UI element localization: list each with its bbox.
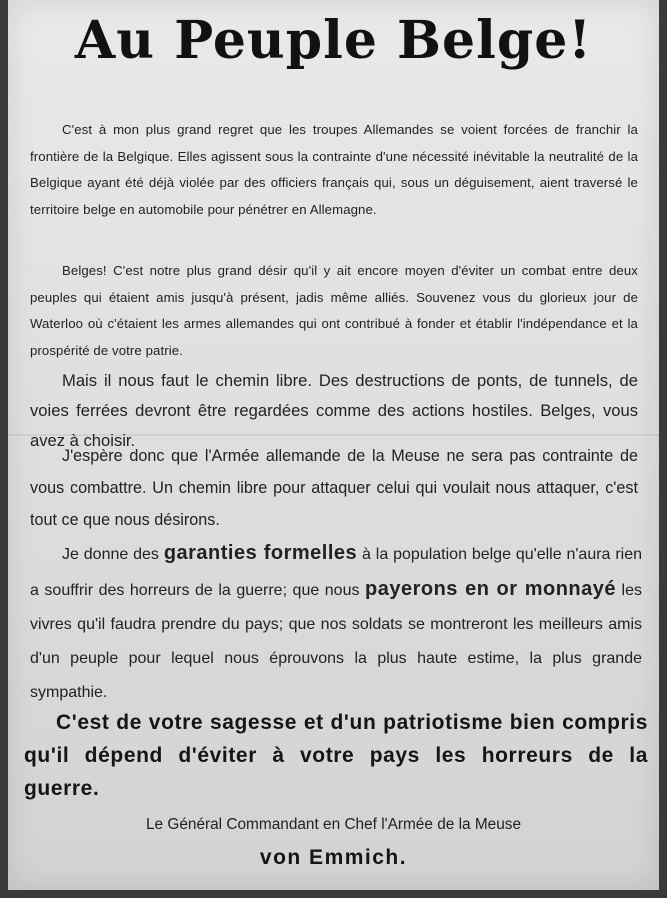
paragraph-4-text: J'espère donc que l'Armée allemande de la Meuse ne sera pas contrainte de vous combattre. Un chemin libre pour attaquer celui qui voulait nous attaquer, c'est tout ce que nous désirons. (30, 447, 638, 529)
proclamation-poster (8, 0, 659, 890)
poster-title: Au Peuple Belge! (74, 10, 593, 71)
signatory-name: von Emmich. (259, 846, 408, 869)
paragraph-1 (30, 117, 638, 223)
paragraph-5-text-a: Je donne des (62, 546, 164, 563)
closing-paragraph (24, 706, 648, 805)
paragraph-2-text: Belges! C'est notre plus grand désir qu'il y ait encore moyen d'éviter un combat entre deux peuples qui étaient amis jusqu'à présent, jadis même alliés. Souvenez vous du glorieux jour de Waterloo où c'étaient les armes allemandes qui ont contribué à fonder et établir l'indépendance et la prospérité de votre patrie. (30, 263, 638, 358)
closing-paragraph-text: C'est de votre sagesse et d'un patriotisme bien compris qu'il dépend d'éviter à votre pays les horreurs de la guerre. (24, 711, 648, 800)
paragraph-1-text: C'est à mon plus grand regret que les troupes Allemandes se voient forcées de franchir la frontière de la Belgique. Elles agissent sous la contrainte d'une nécessité inévitable la neutralité de la Belgique ayant été déjà violée par des officiers français qui, sous un déguisement, aient traversé le territoire belge en automobile pour pénétrer en Allemagne. (30, 122, 638, 217)
paragraph-3-text: Mais il nous faut le chemin libre. Des destructions de ponts, de tunnels, de voies ferrées devront être regardées comme des actions hostiles. Belges, vous avez à choisir. (30, 371, 638, 450)
paragraph-5-text-c: à la population belge qu'elle n'aura rien a souffrir des horreurs de la guerre; que nous (30, 546, 643, 599)
paragraph-2 (30, 258, 638, 364)
paragraph-5 (30, 536, 642, 710)
payment-emphasis: payerons en or monnayé (365, 578, 616, 600)
paragraph-4 (30, 440, 638, 536)
guarantee-emphasis: garanties formelles (163, 542, 358, 564)
paragraph-5-text-e: les vivres qu'il faudra prendre du pays; que nos soldats se montreront les meilleurs amis d'un peuple pour lequel nous éprouvons la plus haute estime, la plus grande sympathie. (30, 582, 642, 701)
signatory-title: Le Général Commandant en Chef l'Armée de la Meuse (145, 816, 522, 833)
